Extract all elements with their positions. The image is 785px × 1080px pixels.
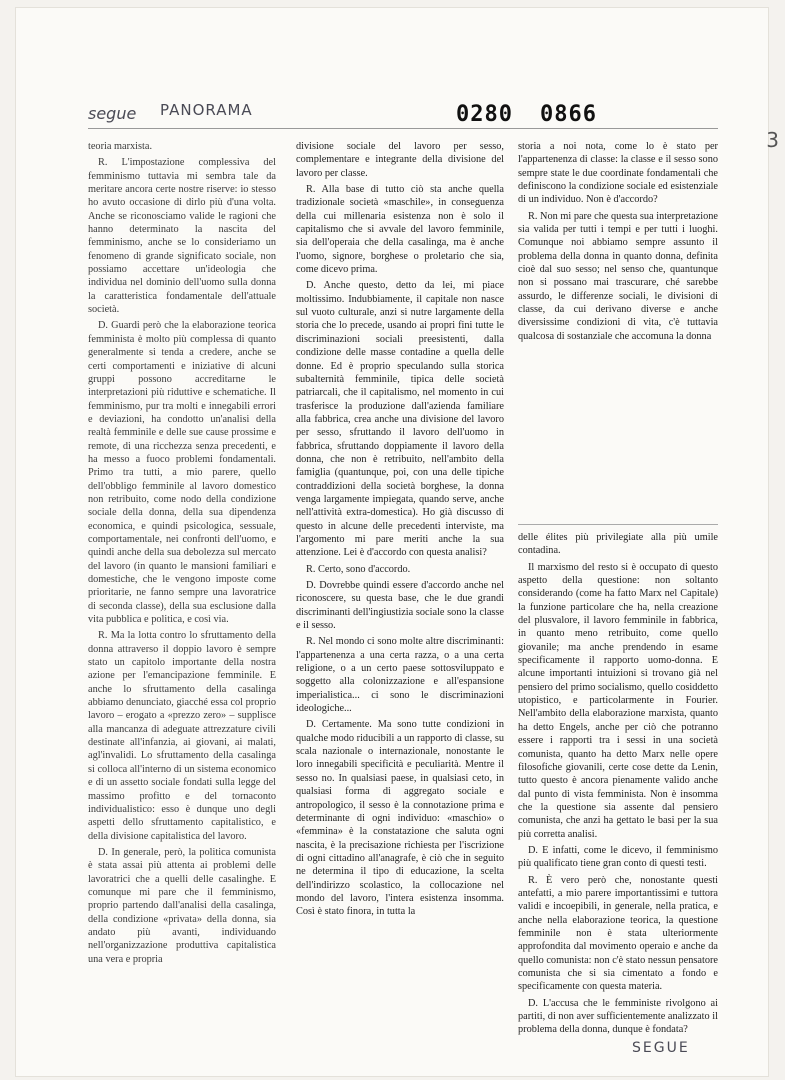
paragraph: R. Nel mondo ci sono molte altre discriminanti: l'appartenenza a una certa razza, o a una certa religione, o a un certo paese sottosviluppato e soggetto alla colonizzazione e all'espansione imperialistica... ci sono le discriminazioni ideologiche... [296, 636, 504, 715]
paragraph: D. E infatti, come le dicevo, il femminismo più qualificato tiene gran conto di questi testi. [518, 844, 718, 870]
paragraph: delle élites più privilegiate alla più umile contadina. [518, 532, 718, 557]
paragraph: R. Non mi pare che questa sua interpretazione sia valida per tutti i tempi e per tutti i luoghi. Comunque noi abbiamo sempre assunto il problema della donna in quanto donna, definita cioè dal suo sesso; nel senso che, quantunque non si possano mai trascurare, ché sarebbe assurdo, le differenze sociali, le divisioni di classe, da cui derivano diverse e anche diversissime condizioni di vita, c'è tuttavia qualcosa di sostanziale che accomuna la donna [518, 210, 718, 342]
paragraph: Il marxismo del resto si è occupato di questo aspetto della questione: non soltanto considerando (come ha fatto Marx nel Capitale) la funzione particolare che ha, nella creazione del plusvalore, il lavoro femminile in fabbrica, in quanto meno retribuito, come quello giovanile; ma anche prendendo in esame specificamente il rapporto uomo-donna. E alcune importanti intuizioni si trovano già nel pensiero del primo socialismo, quello cosiddetto utopistico, e particolarmente in Fourier. Nell'ambito della elaborazione marxista, quanto ha detto Engels, anche per ciò che potranno essere i rapporti tra i sessi in una società comunista, quanto ha detto Marx nelle opere filosofiche giovanili, certe cose dette da Lenin, tutto questo è ancora pienamente valido anche dal punto di vista femminista. Non è insomma che la questione sia assente dal pensiero comunista, che anzi ha gettato le basi per la sua più corretta analisi. [518, 561, 718, 840]
column-right [518, 140, 718, 1037]
paragraph: R. L'impostazione complessiva del femminismo tuttavia mi sembra tale da meritare ancora certe nostre riserve: io stesso ho avuto occasione di dirlo più d'una volta. Anche se riconosciamo valide le ragioni che hanno determinato la nascita del femminismo, anche se lo consideriamo un fenomeno di grande significato sociale, non possiamo accettare un'ideologia che individua nel dominio dell'uomo sulla donna la caratteristica fondamentale dell'attuale società. [88, 157, 276, 316]
section-stamp: PANORAMA [160, 101, 253, 119]
column-middle [296, 140, 504, 1068]
paragraph: R. Certo, sono d'accordo. [306, 563, 411, 575]
paragraph: D. Anche questo, detto da lei, mi piace moltissimo. Indubbiamente, il capitale non nasce sul vuoto culturale, anzi si nutre largamente della storia che lo precede, usando ai propri fini tutte le discriminazioni sociali preesistenti, dalla condizione delle masse contadine a quella delle donne. Ed è proprio speculando sulla storica subalternità femminile, tipica delle società patriarcali, che il capitalismo, nel momento in cui trasferisce la produzione dall'azienda familiare alla fabbrica, crea anche una divisione del lavoro per sesso, sfruttando il lavoro dell'uomo in fabbrica, sfruttando doppiamente il lavoro della donna, che non è retribuito, nell'ambito della famiglia (quantunque, poi, con una delle tipiche contraddizioni della società borghese, la donna venga largamente impiegata, quando serve, anche nell'attività extra-domestica). Ho già discusso di questo in alcune delle precedenti interviste, ma l'argomento mi pare meriti anche la sua attenzione. Lei è d'accordo con questa analisi? [296, 280, 504, 559]
paragraph: R. È vero però che, nonostante questi antefatti, a mio parere importantissimi e tuttora validi e incoepibili, in generale, nella pratica, e anche nella elaborazione teorica, la questione femminile non è stata ulteriormente approfondita dal movimento operaio e anche da quello comunista: non c'è stato nessun pensatore comunista che si sia cimentato a fondo e specificamente con questa materia. [518, 874, 718, 993]
paragraph: D. In generale, però, la politica comunista è stata assai più attenta ai problemi delle lavoratrici che a quelli delle casalinghe. E comunque mi pare che il femminismo, proprio partendo dall'analisi della casalinga, della condizione «privata» della donna, sia andato più avanti, individuando nell'organizzazione produttiva capitalistica una vera e propria [88, 846, 276, 965]
paragraph: D. Guardi però che la elaborazione teorica femminista è molto più complessa di quanto generalmente si tenda a credere, anche se certi comportamenti e iniziative di alcuni gruppi possono accreditarne le interpretazioni più riduttive e schematiche. Il femminismo, pur tra molti e innegabili errori e deviazioni, ha condotto un'analisi della realtà femminile e delle sue cause prossime e remote, di una ricchezza senza precedenti, e ha messo a fuoco problemi fondamentali. Primo tra tutti, a mio parere, quello dell'obbligo femminile al lavoro domestico non retribuito, come nodo della condizione sociale della donna, della sua dipendenza economica, e quindi psicologica, sessuale, comportamentale, nei confronti dell'uomo, e quindi anche della sua debolezza sul mercato del lavoro (in quanto le mansioni familiari e domestiche, che le vengono imposte come prioritarie, ne fanno sempre una lavoratrice di seconda classe), della sua esclusione dalla vita pubblica e politica, e così via. [88, 320, 276, 626]
column-right-bottom-text [518, 524, 718, 1037]
serial-number-a: 0280 [456, 102, 513, 127]
paragraph: D. Dovrebbe quindi essere d'accordo anche nel riconoscere, su questa base, che le due grandi discriminanti dell'ingiustizia sociale sono la classe e il sesso. [296, 580, 504, 632]
serial-number-b: 0866 [540, 102, 597, 127]
paragraph: divisione sociale del lavoro per sesso, complementare e integrante della divisione del lavoro per classe. [296, 141, 504, 179]
paragraph: D. Certamente. Ma sono tutte condizioni in qualche modo riducibili a un rapporto di classe, su scala nazionale o internazionale, nonostante le loro innegabili specificità e peculiarità. Mentre il sesso no. In qualsiasi paese, in qualsiasi ceto, in qualsiasi forma di aggregato sociale e antropologico, il sesso è la connotazione prima e determinante di ogni individuo: «maschio» o «femmina» è la constatazione che saluta ogni nascita, è la precisazione richiesta per l'iscrizione di ogni cittadino all'anagrafe, è ciò che in seguito ne determina il tipo di educazione, la scelta dell'indirizzo scolastico, la collocazione nel mondo del lavoro, l'intera esistenza insomma. Così è stato finora, in tutta la [296, 719, 504, 918]
paragraph: storia a noi nota, come lo è stato per l'appartenenza di classe: la classe e il sesso sono sempre state le due coordinate fondamentali che definiscono la condizione sociale ed esistenziale di un individuo. Non è d'accordo? [518, 141, 718, 206]
header-rule [88, 128, 718, 129]
handwritten-segue-footer: SEGUE [632, 1040, 690, 1056]
page-mark: 3 [766, 128, 779, 152]
column-right-top-text [518, 140, 718, 520]
paragraph: D. L'accusa che le femministe rivolgono ai partiti, di non aver sufficientemente analizzato il problema della donna, dunque è fondata? [518, 997, 718, 1036]
column-left [88, 140, 276, 1066]
paragraph: R. Alla base di tutto ciò sta anche quella tradizionale società «maschile», in conseguenza della cui millenaria esistenza non è solo il capitalismo che si avvale del lavoro femminile, sia dell'operaia che della casalinga, ma è anche l'uomo, signore, borghese o proletario che sia, come dicevo prima. [296, 184, 504, 276]
handwritten-segue-note: segue [88, 104, 137, 123]
paragraph: R. Ma la lotta contro lo sfruttamento della donna attraverso il doppio lavoro è sempre stato un capitolo importante della nostra azione per l'emancipazione femminile. E anche lo sfruttamento della casalinga abbiamo denunciato, giacché essa col proprio lavoro – erogato a «prezzo zero» – supplisce alla mancanza di adeguate attrezzature civili destinate all'infanzia, ai giovani, ai malati, agl'invalidi. Lo sfruttamento della casalinga si colloca all'interno di un sistema economico e di un assetto sociale fondati sulla legge del massimo profitto e del tornaconto individualistico: esso è dunque uno degli aspetti dello sfruttamento capitalistico, e della divisione capitalistica del lavoro. [88, 630, 276, 842]
paragraph: teoria marxista. [88, 141, 153, 152]
column-left-text [88, 140, 276, 1066]
column-middle-text [296, 140, 504, 1068]
